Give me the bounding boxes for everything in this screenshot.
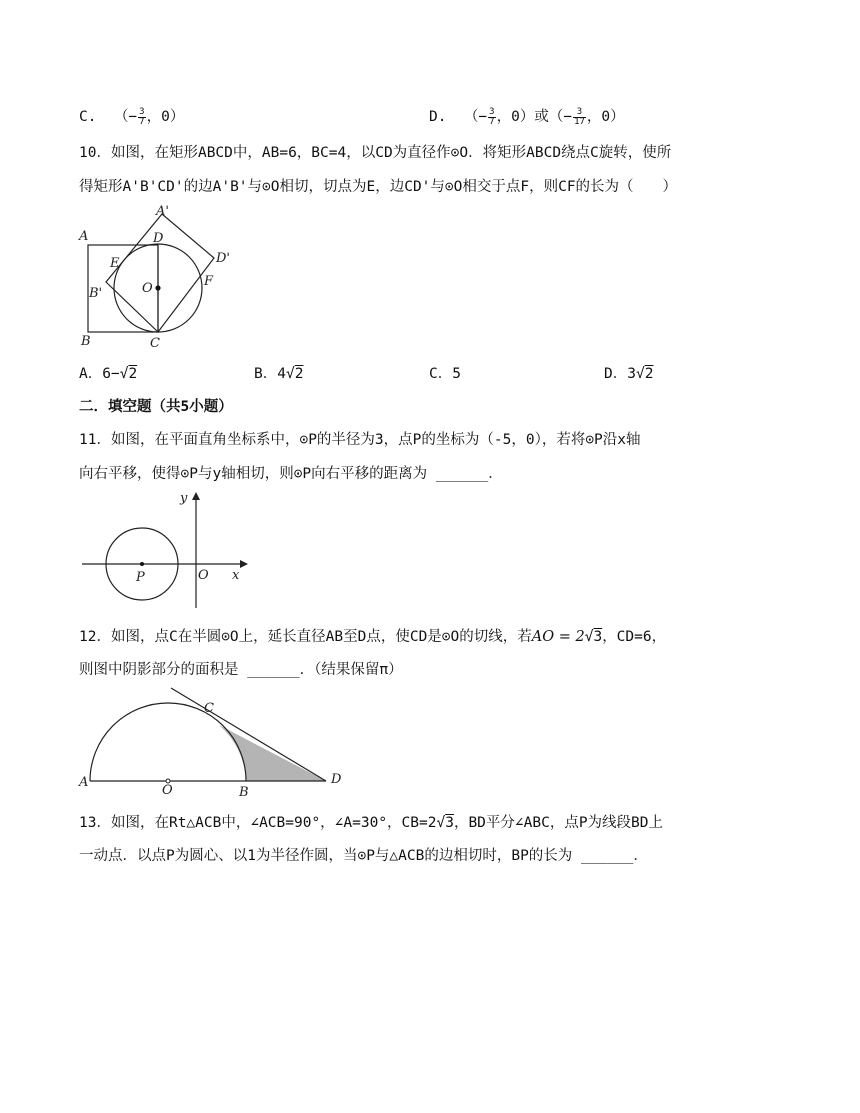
q9-option-d-fraction-1 bbox=[488, 108, 495, 127]
option-value: 6− bbox=[102, 366, 120, 382]
label-C: C bbox=[150, 336, 160, 351]
q12-line-1-text: 12．如图，点C在半圆⊙O上，延长直径AB至D点，使CD是⊙O的切线，若 bbox=[79, 629, 532, 645]
q9-option-c-close: ，0） bbox=[146, 109, 185, 125]
frac-denominator: 7 bbox=[139, 116, 145, 127]
frac-numerator: 3 bbox=[573, 108, 586, 118]
q9-option-d-fraction-2 bbox=[573, 108, 586, 127]
label-D: D bbox=[153, 231, 164, 246]
q9-option-c-label: C. bbox=[79, 109, 97, 125]
label-F: F bbox=[204, 274, 214, 289]
label-A: A bbox=[79, 229, 89, 244]
q10-option-c bbox=[429, 364, 461, 384]
label-B: B bbox=[81, 334, 91, 349]
q13-line-1-text: 13．如图，在Rt△ACB中，∠ACB=90°，∠A=30°，CB=2 bbox=[79, 815, 437, 831]
y-axis-arrow bbox=[192, 492, 200, 500]
q10-figure bbox=[76, 200, 246, 352]
q9-option-d bbox=[429, 107, 625, 127]
option-value: 5 bbox=[452, 366, 461, 382]
option-value: 3 bbox=[627, 366, 636, 382]
q11-line-2: 向右平移，使得⊙P与y轴相切，则⊙P向右平移的距离为 ______． bbox=[79, 466, 503, 482]
frac-numerator: 3 bbox=[489, 106, 495, 117]
label-A-prime: A' bbox=[156, 204, 169, 219]
point-p-dot bbox=[140, 562, 144, 566]
q10-option-b: B．4√2 bbox=[254, 366, 304, 382]
q9-option-d-close: ，0） bbox=[586, 109, 625, 125]
section-2-heading: 二．填空题（共5小题） bbox=[79, 399, 233, 415]
q12-line-1-tail: ，CD=6， bbox=[602, 629, 667, 645]
frac-numerator: 3 bbox=[139, 106, 145, 117]
q9-option-d-open: （− bbox=[463, 109, 488, 125]
label-B-prime: B' bbox=[89, 286, 103, 301]
label-A: A bbox=[79, 775, 89, 790]
q13-cb-radicand: 3 bbox=[445, 815, 454, 831]
option-label: C． bbox=[429, 366, 453, 382]
q9-option-c-open: （− bbox=[113, 109, 138, 125]
q12-ao-expression: AO = 2 bbox=[531, 629, 585, 645]
label-y: y bbox=[180, 491, 188, 506]
q12-figure bbox=[76, 686, 356, 798]
label-D-prime: D' bbox=[216, 251, 230, 266]
q10-option-a: A．6−√2 bbox=[79, 366, 138, 382]
q11-line-1: 11．如图，在平面直角坐标系中，⊙P的半径为3，点P的坐标为（-5，0），若将⊙P沿x轴 bbox=[79, 432, 641, 448]
q9-option-d-mid: ，0）或（− bbox=[496, 109, 573, 125]
q13-line-2: 一动点．以点P为圆心、以1为半径作圆，当⊙P与△ACB的边相切时，BP的长为 ______． bbox=[79, 848, 648, 864]
label-E: E bbox=[110, 256, 120, 271]
label-D: D bbox=[331, 772, 342, 787]
q13-line-1-tail: ，BD平分∠ABC，点P为线段BD上 bbox=[453, 815, 664, 831]
q10-line-1: 10．如图，在矩形ABCD中，AB=6，BC=4，以CD为直径作⊙O．将矩形ABCD绕点C旋转，使所 bbox=[79, 145, 672, 161]
frac-denominator: 17 bbox=[574, 116, 585, 127]
option-radicand: 2 bbox=[128, 366, 138, 382]
option-value: 4 bbox=[277, 366, 286, 382]
option-label: A． bbox=[79, 366, 103, 382]
q12-line-1: 12．如图，点C在半圆⊙O上，延长直径AB至D点，使CD是⊙O的切线，若AO = 2√3，CD=6， bbox=[79, 629, 667, 645]
label-O: O bbox=[142, 281, 153, 296]
q9-option-c-fraction bbox=[138, 108, 145, 127]
frac-denominator: 7 bbox=[489, 116, 495, 127]
label-C: C bbox=[204, 701, 214, 716]
option-label: D． bbox=[604, 366, 628, 382]
option-label: B． bbox=[254, 366, 278, 382]
q9-option-c bbox=[79, 107, 184, 127]
q13-line-1: 13．如图，在Rt△ACB中，∠ACB=90°，∠A=30°，CB=2√3，BD平分∠ABC，点P为线段BD上 bbox=[79, 815, 664, 831]
q10-option-d: D．3√2 bbox=[604, 366, 654, 382]
label-B: B bbox=[239, 785, 249, 798]
option-radicand: 2 bbox=[294, 366, 304, 382]
label-x: x bbox=[232, 568, 240, 583]
option-radicand: 2 bbox=[644, 366, 654, 382]
label-O: O bbox=[198, 568, 209, 583]
q9-option-d-label: D. bbox=[429, 109, 447, 125]
x-axis-arrow bbox=[240, 560, 248, 568]
label-O: O bbox=[162, 783, 173, 798]
q12-ao-radicand: 3 bbox=[593, 629, 603, 645]
semicircle bbox=[90, 703, 246, 781]
q12-line-2: 则图中阴影部分的面积是 ______．（结果保留π） bbox=[79, 662, 403, 678]
label-P: P bbox=[136, 570, 145, 585]
q11-figure bbox=[80, 490, 250, 612]
q10-line-2: 得矩形A'B'CD'的边A'B'与⊙O相切，切点为E，边CD'与⊙O相交于点F，则CF的长为（ ） bbox=[79, 179, 678, 195]
center-o-dot bbox=[155, 285, 160, 290]
